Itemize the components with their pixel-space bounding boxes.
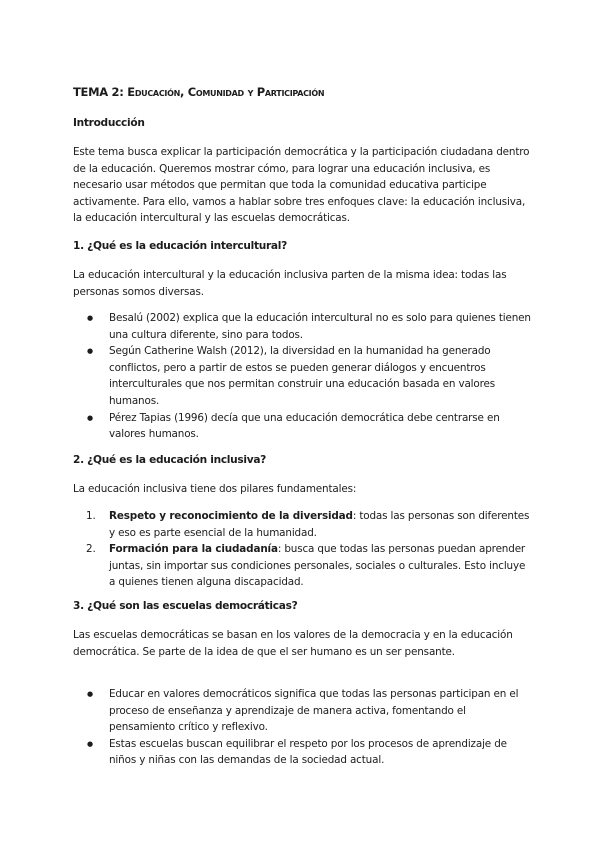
list-item <box>73 508 533 541</box>
section1-heading: 1. ¿Qué es la educación intercultural? <box>73 240 287 252</box>
list-item: ● Según Catherine Walsh (2012), la diversidad en la humanidad ha generado conflictos, pero a partir de estos se pueden generar diálogos y encuentros interculturales que nos permitan construir una educación basada en valores humanos. <box>73 343 533 409</box>
section3-paragraph: Las escuelas democráticas se basan en los valores de la democracia y en la educación democrática. Se parte de la idea de que el ser humano es un ser pensante. <box>73 629 513 658</box>
section2-paragraph: La educación inclusiva tiene dos pilares fundamentales: <box>73 483 357 495</box>
section1-bullet-list <box>73 310 533 443</box>
list-number: 2. <box>86 543 96 556</box>
intro-heading: Introducción <box>73 117 145 129</box>
list-term: Formación para la ciudadanía <box>109 543 278 556</box>
section1-paragraph: La educación intercultural y la educación inclusiva parten de la misma idea: todas las personas somos diversas. <box>73 269 507 298</box>
list-item: ● Educar en valores democráticos significa que todas las personas participan en el proceso de enseñanza y aprendizaje de manera activa, fomentando el pensamiento crítico y reflexivo. <box>73 686 533 736</box>
list-item: ● Pérez Tapias (1996) decía que una educación democrática debe centrarse en valores humanos. <box>73 410 533 443</box>
list-description: : todas las personas son diferentes y eso es parte esencial de la humanidad. <box>109 510 530 539</box>
list-item: ● Estas escuelas buscan equilibrar el respeto por los procesos de aprendizaje de niños y niñas con las demandas de la sociedad actual. <box>73 736 533 769</box>
section3-bullet-list <box>73 686 533 769</box>
title-prefix: TEMA 2: <box>73 85 128 99</box>
list-number: 1. <box>86 510 96 522</box>
intro-paragraph: Este tema busca explicar la participación democrática y la participación ciudadana dentro de la educación. Queremos mostrar cómo, para lograr una educación inclusiva, es necesario usar métodos que permitan que toda la comunidad educativa participe activamente. Para ello, vamos a hablar sobre tres enfoques clave: la educación inclusiva, la educación intercultural y las escuelas democráticas. <box>73 146 530 225</box>
page-title <box>73 85 324 99</box>
section2-numbered-list <box>73 508 533 591</box>
title-rest: Educación, Comunidad y Participación <box>127 85 325 99</box>
list-description: : busca que todas las personas puedan aprender juntas, sin importar sus condiciones personales, sociales o culturales. Esto incluye a quienes tienen alguna discapacidad. <box>109 543 526 589</box>
section3-heading: 3. ¿Qué son las escuelas democráticas? <box>73 600 298 612</box>
list-item: ● Besalú (2002) explica que la educación intercultural no es solo para quienes tienen una cultura diferente, sino para todos. <box>73 310 533 343</box>
list-term: Respeto y reconocimiento de la diversidad <box>109 510 353 522</box>
list-item <box>73 541 533 591</box>
section2-heading: 2. ¿Qué es la educación inclusiva? <box>73 454 267 466</box>
